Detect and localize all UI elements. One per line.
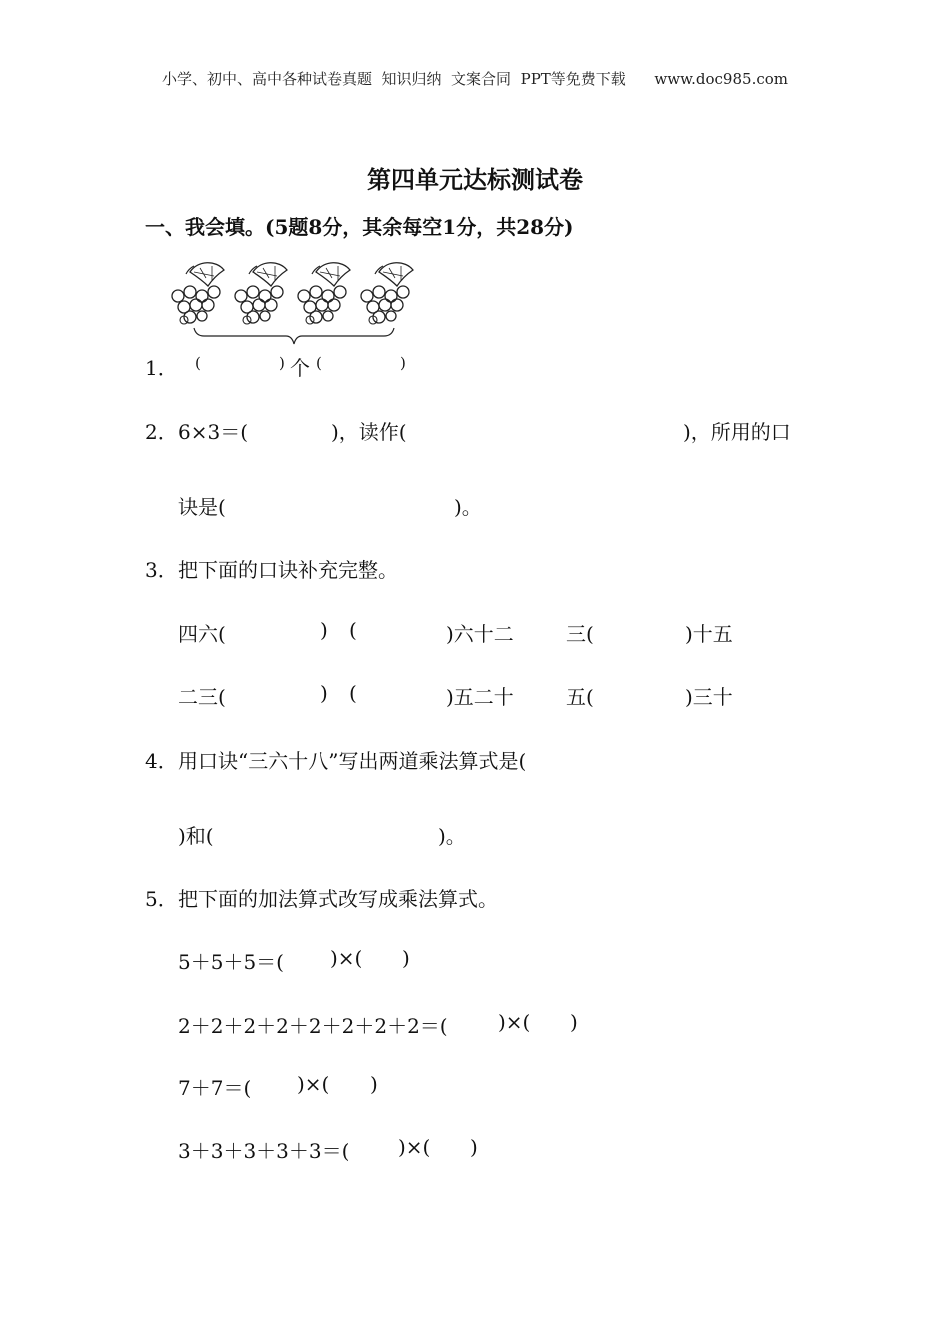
q5-text: 把下面的加法算式改写成乘法算式。 bbox=[178, 887, 498, 911]
q1-paren-close-2: ) bbox=[400, 354, 406, 372]
q3-text: 把下面的口诀补充完整。 bbox=[178, 558, 398, 582]
q3-row2-item: ) bbox=[320, 681, 328, 705]
q3-row1-item: ) bbox=[320, 618, 328, 642]
q5-multiply: )×( bbox=[498, 1010, 531, 1034]
q1-unit: 个 bbox=[290, 356, 310, 380]
q4-line2-part1: )和( bbox=[178, 824, 214, 848]
page-header: 小学、初中、高中各种试卷真题 知识归纳 文案合同 PPT等免费下载 www.doc985.com bbox=[161, 70, 788, 88]
brace bbox=[194, 328, 394, 344]
grapes-figure bbox=[168, 258, 448, 350]
q4-line2-part2: )。 bbox=[438, 824, 466, 848]
grape-bunch-4 bbox=[361, 263, 413, 324]
q5-multiply: )×( bbox=[297, 1072, 330, 1096]
q2-line2-part2: )。 bbox=[454, 495, 482, 519]
q2-number: 2． bbox=[145, 420, 178, 444]
q2-line1-part1: 6×3＝( bbox=[178, 420, 249, 444]
grape-bunch-3 bbox=[298, 263, 350, 324]
q1-paren-close-1: ) bbox=[279, 354, 285, 372]
q2-line1-part2: )，读作( bbox=[331, 420, 407, 444]
q5-expression: 2＋2＋2＋2＋2＋2＋2＋2＝( bbox=[178, 1014, 448, 1038]
q3-row1-item: 四六( bbox=[178, 622, 226, 646]
q5-expression: 3＋3＋3＋3＋3＝( bbox=[178, 1139, 350, 1163]
q5-close: ) bbox=[470, 1135, 478, 1159]
q3-row2-item: ( bbox=[349, 681, 357, 705]
q5-expression: 5＋5＋5＝( bbox=[178, 950, 284, 974]
grape-bunch-2 bbox=[235, 263, 287, 324]
grape-bunch-1 bbox=[172, 263, 224, 324]
q3-row2-item: 五( bbox=[566, 685, 594, 709]
q3-row2-item: )五二十 bbox=[446, 685, 514, 709]
q3-row1-item: ( bbox=[349, 618, 357, 642]
q2-line1-part3: )，所用的口 bbox=[683, 420, 791, 444]
q3-row1-item: )十五 bbox=[685, 622, 733, 646]
q3-row2-item: 二三( bbox=[178, 685, 226, 709]
q5-close: ) bbox=[570, 1010, 578, 1034]
q5-multiply: )×( bbox=[398, 1135, 431, 1159]
q5-close: ) bbox=[402, 946, 410, 970]
page-title: 第四单元达标测试卷 bbox=[367, 165, 583, 194]
q5-number: 5． bbox=[145, 887, 178, 911]
q5-expression: 7＋7＝( bbox=[178, 1076, 252, 1100]
q3-row2-item: )三十 bbox=[685, 685, 733, 709]
q5-multiply: )×( bbox=[330, 946, 363, 970]
q3-row1-item: )六十二 bbox=[446, 622, 514, 646]
q4-number: 4． bbox=[145, 749, 178, 773]
q5-close: ) bbox=[370, 1072, 378, 1096]
q3-row1-item: 三( bbox=[566, 622, 594, 646]
q1-paren-open-1: ( bbox=[195, 354, 201, 372]
q2-line2-part1: 诀是( bbox=[178, 495, 226, 519]
q3-number: 3． bbox=[145, 558, 178, 582]
section-heading: 一、我会填。(5题8分，其余每空1分，共28分) bbox=[145, 215, 574, 239]
q4-line1: 用口诀“三六十八”写出两道乘法算式是( bbox=[178, 749, 527, 773]
q1-paren-open-2: ( bbox=[316, 354, 322, 372]
q1-number: 1． bbox=[145, 356, 178, 380]
